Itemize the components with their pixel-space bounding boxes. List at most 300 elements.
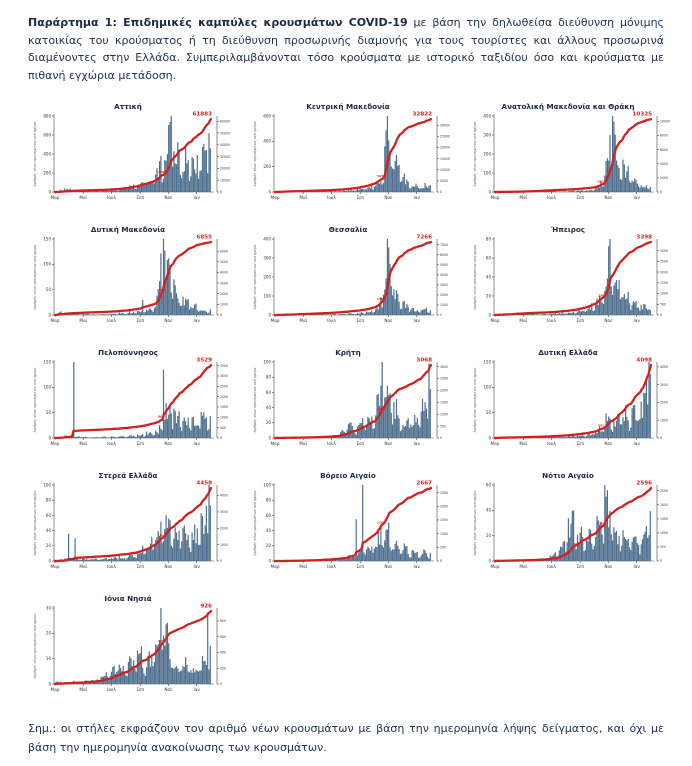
axes xyxy=(494,234,657,315)
x-axis-month-label: Μαϊ xyxy=(519,195,528,201)
x-axis-month-label: Ιουλ xyxy=(547,318,556,324)
cumulative-axis-tick-label: 2000 xyxy=(660,503,668,508)
cumulative-axis-tick-label: 4000 xyxy=(660,162,668,167)
y-axis-tick-label: 0 xyxy=(488,189,491,195)
x-axis-month-label: Ιαν xyxy=(193,195,200,201)
x-axis-month-label: Ιαν xyxy=(193,441,200,447)
cumulative-total-label: 3529 xyxy=(196,357,212,364)
cumulative-axis-tick-label: 0 xyxy=(220,559,222,564)
x-axis-month-label: Μαρ xyxy=(490,318,500,324)
curve-mid-annotation: 1287 xyxy=(376,520,386,525)
curve-mid-annotation: 1207 xyxy=(596,521,606,526)
curve-mid-annotation: 862 xyxy=(157,415,165,420)
epidemic-curve-chart-dytiki-makedonia xyxy=(28,223,240,335)
x-axis-month-label: Νοε xyxy=(384,318,393,324)
x-axis-month-label: Μαρ xyxy=(50,564,60,570)
chart-cell-thessalia xyxy=(248,223,460,335)
chart-cell-ipeiros xyxy=(468,223,680,335)
y-axis-tick-label: 400 xyxy=(263,139,271,145)
x-axis-month-label: Μαρ xyxy=(270,441,280,447)
cumulative-axis-tick-label: 40000 xyxy=(220,143,230,148)
cumulative-cases-curve xyxy=(495,242,651,315)
chart-cell-dytiki-makedonia xyxy=(28,223,240,335)
y-axis-tick-label: 200 xyxy=(483,151,491,157)
x-axis-month-label: Μαρ xyxy=(50,195,60,201)
cumulative-axis-tick-label: 3000 xyxy=(440,283,448,288)
y-axis-tick-label: 60 xyxy=(485,482,491,488)
cumulative-axis-tick-label: 1000 xyxy=(660,418,668,423)
chart-title: Κεντρική Μακεδονία xyxy=(306,102,390,112)
y-axis-tick-label: 400 xyxy=(483,113,491,119)
chart-cell-kriti xyxy=(248,346,460,458)
y-axis-tick-label: 100 xyxy=(43,262,51,268)
x-axis-month-label: Σεπ xyxy=(136,318,144,324)
x-axis-month-label: Μαρ xyxy=(270,318,280,324)
cumulative-axis-tick-label: 1500 xyxy=(440,400,448,405)
daily-cases-bars xyxy=(499,116,651,192)
x-axis-month-label: Νοε xyxy=(604,195,613,201)
epidemic-curve-chart-ionia-nisia xyxy=(28,592,240,704)
x-axis-month-label: Μαρ xyxy=(270,195,280,201)
cumulative-axis-tick-label: 8000 xyxy=(660,134,668,139)
y-axis-tick-label: 60 xyxy=(265,390,271,396)
cumulative-axis-tick-label: 20000 xyxy=(220,166,230,171)
chart-title: Ήπειρος xyxy=(550,225,586,235)
cumulative-axis-tick-label: 5000 xyxy=(440,179,448,184)
daily-cases-bars xyxy=(495,362,651,438)
chart-cell-attiki xyxy=(28,100,240,212)
x-axis-month-label: Ιαν xyxy=(633,318,640,324)
cumulative-axis-tick-label: 6000 xyxy=(440,253,448,258)
cumulative-axis-tick-label: 2000 xyxy=(440,389,448,394)
cumulative-axis-tick-label: 3500 xyxy=(220,364,228,369)
cumulative-axis-tick-label: 1000 xyxy=(440,412,448,417)
y-axis-tick-label: 40 xyxy=(265,405,271,411)
cumulative-axis-tick-label: 6000 xyxy=(220,249,228,254)
x-axis-month-label: Σεπ xyxy=(136,441,144,447)
y-axis-tick-label: 100 xyxy=(263,482,271,488)
epidemic-curve-chart-attiki xyxy=(28,100,240,212)
y-axis-tick-label: 300 xyxy=(263,255,271,261)
cumulative-axis-tick-label: 20000 xyxy=(440,146,450,151)
x-axis-month-label: Μαϊ xyxy=(79,564,88,570)
y-axis-tick-label: 0 xyxy=(268,435,271,441)
cumulative-axis-tick-label: 2500 xyxy=(440,491,448,496)
cumulative-axis-tick-label: 2500 xyxy=(660,489,668,494)
y-axis-tick-label: 0 xyxy=(48,681,51,687)
y-axis-tick-label: 10 xyxy=(45,656,51,662)
x-axis-month-label: Ιαν xyxy=(413,318,420,324)
cumulative-axis-tick-label: 2500 xyxy=(440,377,448,382)
cumulative-axis-tick-label: 0 xyxy=(440,313,442,318)
curve-mid-annotation: 2041 xyxy=(156,288,166,293)
epidemic-curve-chart-sterea-ellada xyxy=(28,469,240,581)
cumulative-axis-tick-label: 500 xyxy=(220,426,226,431)
chart-cell-dytiki-ellada xyxy=(468,346,680,458)
epidemic-curve-chart-kentriki-makedonia xyxy=(248,100,460,212)
x-axis-month-label: Ιαν xyxy=(633,195,640,201)
x-axis-month-label: Μαρ xyxy=(270,564,280,570)
y-axis-tick-label: 80 xyxy=(265,497,271,503)
y-axis-tick-label: 100 xyxy=(263,293,271,299)
epidemic-curve-chart-peloponnisos xyxy=(28,346,240,458)
x-axis-month-label: Σεπ xyxy=(576,195,584,201)
x-axis-month-label: Ιουλ xyxy=(547,441,556,447)
y-axis-title: Αριθμός νέων κρουσμάτων ανά ημέρα xyxy=(473,367,477,433)
x-axis-month-label: Νοε xyxy=(604,441,613,447)
x-axis-month-label: Μαρ xyxy=(50,687,60,693)
cumulative-total-label: 926 xyxy=(200,603,212,610)
cumulative-axis-tick-label: 1000 xyxy=(220,543,228,548)
x-axis-month-label: Μαϊ xyxy=(299,318,308,324)
y-axis-tick-label: 200 xyxy=(43,170,51,176)
appendix-description: με βάση την δηλωθείσα διεύθυνση μόνιμης κατοικίας του κρούσματος ή τη διεύθυνση προσωρινής διαμονής για τους τουρίστες και άλλους προσωρινά διαμένοντες στην Ελλάδα. Συμπεριλαμβάνονται τόσο κρούσματα με ιστορικό ταξιδίου όσο και κρούσματα με πιθανή εγχώρια μετάδοση. xyxy=(28,16,664,82)
axes xyxy=(54,234,217,315)
x-axis-month-label: Σεπ xyxy=(356,441,364,447)
x-axis-month-label: Ιαν xyxy=(193,687,200,693)
cumulative-axis-tick-label: 3000 xyxy=(220,281,228,286)
cumulative-total-label: 4458 xyxy=(196,480,212,487)
x-axis-month-label: Ιουλ xyxy=(547,564,556,570)
x-axis-month-label: Σεπ xyxy=(356,564,364,570)
y-axis-tick-label: 80 xyxy=(45,497,51,503)
cumulative-axis-tick-label: 4000 xyxy=(440,273,448,278)
cumulative-axis-tick-label: 1000 xyxy=(660,531,668,536)
cumulative-total-label: 61883 xyxy=(192,111,212,118)
chart-title: Θεσσαλία xyxy=(328,225,368,235)
cumulative-total-label: 6855 xyxy=(196,234,212,241)
y-axis-tick-label: 0 xyxy=(48,435,51,441)
cumulative-axis-tick-label: 4000 xyxy=(220,494,228,499)
x-axis-month-label: Σεπ xyxy=(576,564,584,570)
axes xyxy=(54,603,217,684)
x-axis-month-label: Μαρ xyxy=(490,441,500,447)
y-axis-title: Αριθμός νέων κρουσμάτων ανά ημέρα xyxy=(33,490,37,556)
cumulative-axis-tick-label: 1000 xyxy=(220,415,228,420)
appendix-title: Παράρτημα 1: Επιδημικές καμπύλες κρουσμάτων COVID-19 xyxy=(28,16,408,29)
y-axis-tick-label: 80 xyxy=(265,374,271,380)
y-axis-tick-label: 100 xyxy=(483,170,491,176)
x-axis-month-label: Ιουλ xyxy=(107,441,116,447)
chart-title: Βόρειο Αιγαίο xyxy=(320,471,376,481)
chart-cell-anatoliki-makedonia-thraki xyxy=(468,100,680,212)
cumulative-axis-tick-label: 5000 xyxy=(440,263,448,268)
chart-cell-kentriki-makedonia xyxy=(248,100,460,212)
x-axis-month-label: Μαϊ xyxy=(79,441,88,447)
cumulative-axis-tick-label: 2000 xyxy=(660,400,668,405)
cumulative-total-label: 7266 xyxy=(416,234,432,241)
y-axis-tick-label: 200 xyxy=(263,164,271,170)
y-axis-tick-label: 40 xyxy=(265,528,271,534)
cumulative-axis-tick-label: 1000 xyxy=(220,302,228,307)
x-axis-month-label: Ιαν xyxy=(193,318,200,324)
cumulative-axis-tick-label: 3000 xyxy=(660,249,668,254)
y-axis-title: Αριθμός νέων κρουσμάτων ανά ημέρα xyxy=(253,244,257,310)
cumulative-total-label: 10325 xyxy=(632,111,652,118)
y-axis-title: Αριθμός νέων κρουσμάτων ανά ημέρα xyxy=(253,367,257,433)
x-axis-month-label: Μαϊ xyxy=(299,564,308,570)
chart-cell-voreio-aigaio xyxy=(248,469,460,581)
cumulative-axis-tick-label: 0 xyxy=(440,559,442,564)
curve-mid-annotation: 1268 xyxy=(376,297,386,302)
y-axis-tick-label: 400 xyxy=(263,236,271,242)
epidemic-curve-chart-thessalia xyxy=(248,223,460,335)
x-axis-month-label: Ιουλ xyxy=(327,195,336,201)
x-axis-month-label: Μαϊ xyxy=(79,318,88,324)
y-axis-title: Αριθμός νέων κρουσμάτων ανά ημέρα xyxy=(253,490,257,556)
cumulative-cases-curve xyxy=(495,119,651,192)
cumulative-axis-tick-label: 600 xyxy=(220,635,226,640)
cumulative-axis-tick-label: 2000 xyxy=(220,526,228,531)
y-axis-tick-label: 60 xyxy=(485,255,491,261)
cumulative-total-label: 32822 xyxy=(412,111,432,118)
x-axis-month-label: Νοε xyxy=(164,564,173,570)
y-axis-tick-label: 300 xyxy=(483,132,491,138)
chart-title: Πελοπόννησος xyxy=(98,348,158,358)
cumulative-axis-tick-label: 0 xyxy=(660,190,662,195)
y-axis-tick-label: 100 xyxy=(43,385,51,391)
cumulative-axis-tick-label: 3000 xyxy=(660,383,668,388)
daily-cases-bars xyxy=(495,239,651,315)
footnote: Σημ.: οι στήλες εκφράζουν τον αριθμό νέων κρουσμάτων με βάση την ημερομηνία λήψης δείγματος, και όχι με βάση την ημερομηνία ανακοίνωσης των κρουσμάτων. xyxy=(28,722,664,754)
chart-cell-sterea-ellada xyxy=(28,469,240,581)
daily-cases-bars xyxy=(275,362,431,438)
x-axis-month-label: Μαρ xyxy=(50,318,60,324)
cumulative-axis-tick-label: 7000 xyxy=(440,243,448,248)
x-axis-month-label: Σεπ xyxy=(576,441,584,447)
cumulative-axis-tick-label: 0 xyxy=(220,682,222,687)
cumulative-cases-curve xyxy=(275,242,431,315)
cumulative-axis-tick-label: 3000 xyxy=(220,374,228,379)
x-axis-month-label: Νοε xyxy=(164,687,173,693)
cumulative-axis-tick-label: 6000 xyxy=(660,148,668,153)
curve-mid-annotation: 1356 xyxy=(156,533,166,538)
x-axis-month-label: Σεπ xyxy=(136,564,144,570)
cumulative-axis-tick-label: 2000 xyxy=(440,504,448,509)
x-axis-month-label: Ιουλ xyxy=(107,687,116,693)
cumulative-total-label: 3398 xyxy=(636,234,652,241)
x-axis-month-label: Ιαν xyxy=(633,564,640,570)
y-axis-tick-label: 30 xyxy=(45,605,51,611)
cumulative-axis-tick-label: 2000 xyxy=(220,395,228,400)
y-axis-tick-label: 20 xyxy=(265,543,271,549)
cumulative-axis-tick-label: 1000 xyxy=(660,292,668,297)
x-axis-month-label: Μαϊ xyxy=(79,687,88,693)
axes xyxy=(274,480,437,561)
x-axis-month-label: Νοε xyxy=(164,441,173,447)
daily-cases-bars xyxy=(55,485,211,561)
chart-title: Αττική xyxy=(114,102,142,112)
cumulative-axis-tick-label: 800 xyxy=(220,619,226,624)
cumulative-axis-tick-label: 1500 xyxy=(660,281,668,286)
cumulative-total-label: 4098 xyxy=(636,357,652,364)
x-axis-month-label: Ιαν xyxy=(193,564,200,570)
cumulative-axis-tick-label: 15000 xyxy=(440,157,450,162)
x-axis-month-label: Μαϊ xyxy=(79,195,88,201)
x-axis-month-label: Σεπ xyxy=(136,687,144,693)
cumulative-axis-tick-label: 2000 xyxy=(660,270,668,275)
x-axis-month-label: Ιαν xyxy=(633,441,640,447)
cumulative-axis-tick-label: 3000 xyxy=(440,365,448,370)
y-axis-tick-label: 50 xyxy=(485,410,491,416)
cumulative-axis-tick-label: 500 xyxy=(660,302,666,307)
y-axis-tick-label: 40 xyxy=(485,508,491,514)
y-axis-title: Αριθμός νέων κρουσμάτων ανά ημέρα xyxy=(253,121,257,187)
x-axis-month-label: Μαϊ xyxy=(299,195,308,201)
y-axis-title: Αριθμός νέων κρουσμάτων ανά ημέρα xyxy=(33,367,37,433)
y-axis-tick-label: 80 xyxy=(485,236,491,242)
y-axis-tick-label: 100 xyxy=(483,385,491,391)
x-axis-month-label: Ιουλ xyxy=(107,318,116,324)
cumulative-cases-curve xyxy=(495,365,651,438)
x-axis-month-label: Ιουλ xyxy=(107,195,116,201)
x-axis-month-label: Μαϊ xyxy=(299,441,308,447)
x-axis-month-label: Μαρ xyxy=(490,564,500,570)
x-axis-month-label: Μαϊ xyxy=(519,564,528,570)
appendix-heading-paragraph xyxy=(28,14,664,84)
y-axis-tick-label: 20 xyxy=(485,293,491,299)
y-axis-tick-label: 20 xyxy=(485,533,491,539)
cumulative-axis-tick-label: 2000 xyxy=(220,292,228,297)
epidemic-curve-chart-dytiki-ellada xyxy=(468,346,680,458)
y-axis-tick-label: 0 xyxy=(48,189,51,195)
y-axis-tick-label: 150 xyxy=(43,359,51,365)
y-axis-title: Αριθμός νέων κρουσμάτων ανά ημέρα xyxy=(33,244,37,310)
x-axis-month-label: Νοε xyxy=(164,195,173,201)
y-axis-tick-label: 0 xyxy=(488,558,491,564)
curve-mid-annotation: 756 xyxy=(597,293,605,298)
y-axis-tick-label: 600 xyxy=(43,132,51,138)
curve-mid-annotation: 501 xyxy=(597,423,605,428)
cumulative-axis-tick-label: 1500 xyxy=(440,518,448,523)
cumulative-axis-tick-label: 400 xyxy=(220,651,226,656)
y-axis-tick-label: 40 xyxy=(45,528,51,534)
y-axis-tick-label: 50 xyxy=(45,410,51,416)
axes xyxy=(494,111,657,192)
chart-cell-ionia-nisia xyxy=(28,592,240,704)
cumulative-axis-tick-label: 0 xyxy=(220,436,222,441)
cumulative-axis-tick-label: 0 xyxy=(660,559,662,564)
cumulative-axis-tick-label: 10000 xyxy=(220,178,230,183)
x-axis-month-label: Ιαν xyxy=(413,441,420,447)
x-axis-month-label: Ιουλ xyxy=(327,318,336,324)
daily-cases-bars xyxy=(285,485,430,561)
x-axis-month-label: Νοε xyxy=(384,441,393,447)
cumulative-axis-tick-label: 1500 xyxy=(660,517,668,522)
cumulative-axis-tick-label: 200 xyxy=(220,666,226,671)
cumulative-axis-tick-label: 4000 xyxy=(220,271,228,276)
cumulative-axis-tick-label: 0 xyxy=(440,190,442,195)
curve-mid-annotation: 499 xyxy=(157,639,165,644)
y-axis-tick-label: 400 xyxy=(43,151,51,157)
chart-cell-peloponnisos xyxy=(28,346,240,458)
x-axis-month-label: Ιουλ xyxy=(107,564,116,570)
epidemic-curve-chart-ipeiros xyxy=(468,223,680,335)
curve-mid-annotation: 1079 xyxy=(376,407,386,412)
x-axis-month-label: Νοε xyxy=(164,318,173,324)
y-axis-title: Αριθμός νέων κρουσμάτων ανά ημέρα xyxy=(473,244,477,310)
y-axis-tick-label: 20 xyxy=(45,631,51,637)
x-axis-month-label: Μαρ xyxy=(50,441,60,447)
cumulative-total-label: 3068 xyxy=(416,357,432,364)
cumulative-axis-tick-label: 2000 xyxy=(660,176,668,181)
x-axis-month-label: Ιουλ xyxy=(547,195,556,201)
cumulative-axis-tick-label: 3000 xyxy=(220,510,228,515)
cumulative-axis-tick-label: 2000 xyxy=(440,293,448,298)
cumulative-axis-tick-label: 0 xyxy=(220,190,222,195)
y-axis-tick-label: 60 xyxy=(45,513,51,519)
cumulative-axis-tick-label: 4000 xyxy=(660,365,668,370)
y-axis-tick-label: 20 xyxy=(265,420,271,426)
y-axis-title: Αριθμός νέων κρουσμάτων ανά ημέρα xyxy=(33,613,37,679)
epidemic-curve-chart-notio-aigaio xyxy=(468,469,680,581)
curve-mid-annotation: 5635 xyxy=(376,174,386,179)
daily-cases-bars xyxy=(495,485,651,561)
x-axis-month-label: Ιουλ xyxy=(327,441,336,447)
y-axis-tick-label: 0 xyxy=(268,312,271,318)
cumulative-axis-tick-label: 0 xyxy=(660,436,662,441)
x-axis-month-label: Μαρ xyxy=(490,195,500,201)
cumulative-total-label: 2667 xyxy=(416,480,432,487)
y-axis-tick-label: 0 xyxy=(488,435,491,441)
cumulative-cases-curve xyxy=(275,119,431,192)
y-axis-tick-label: 0 xyxy=(488,312,491,318)
cumulative-axis-tick-label: 10000 xyxy=(660,119,670,124)
y-axis-tick-label: 800 xyxy=(43,113,51,119)
cumulative-axis-tick-label: 10000 xyxy=(440,168,450,173)
x-axis-month-label: Νοε xyxy=(604,318,613,324)
y-axis-tick-label: 50 xyxy=(45,287,51,293)
x-axis-month-label: Σεπ xyxy=(356,195,364,201)
cumulative-axis-tick-label: 30000 xyxy=(440,123,450,128)
x-axis-month-label: Μαϊ xyxy=(519,441,528,447)
x-axis-month-label: Ιουλ xyxy=(327,564,336,570)
cumulative-axis-tick-label: 50000 xyxy=(220,131,230,136)
chart-title: Στερεά Ελλάδα xyxy=(98,471,158,481)
axes xyxy=(274,357,437,438)
y-axis-tick-label: 0 xyxy=(268,558,271,564)
y-axis-tick-label: 0 xyxy=(48,558,51,564)
y-axis-tick-label: 150 xyxy=(483,359,491,365)
cumulative-axis-tick-label: 30000 xyxy=(220,155,230,160)
cumulative-axis-tick-label: 0 xyxy=(660,313,662,318)
cumulative-axis-tick-label: 500 xyxy=(440,545,446,550)
y-axis-title: Αριθμός νέων κρουσμάτων ανά ημέρα xyxy=(33,121,37,187)
y-axis-tick-label: 0 xyxy=(268,189,271,195)
curve-mid-annotation: 1022 xyxy=(596,179,606,184)
x-axis-month-label: Ιαν xyxy=(413,195,420,201)
epidemic-curves-grid xyxy=(28,100,670,704)
y-axis-tick-label: 200 xyxy=(263,274,271,280)
x-axis-month-label: Σεπ xyxy=(136,195,144,201)
chart-title: Δυτική Ελλάδα xyxy=(538,348,598,358)
cumulative-axis-tick-label: 2500 xyxy=(220,384,228,389)
daily-cases-bars xyxy=(55,608,211,684)
cumulative-axis-tick-label: 1000 xyxy=(440,532,448,537)
y-axis-tick-label: 20 xyxy=(45,543,51,549)
epidemic-curve-chart-anatoliki-makedonia-thraki xyxy=(468,100,680,212)
y-axis-tick-label: 60 xyxy=(265,513,271,519)
y-axis-tick-label: 40 xyxy=(485,274,491,280)
cumulative-total-label: 2596 xyxy=(636,480,652,487)
cumulative-axis-tick-label: 60000 xyxy=(220,119,230,124)
x-axis-month-label: Νοε xyxy=(384,195,393,201)
cumulative-axis-tick-label: 1000 xyxy=(440,303,448,308)
curve-mid-annotation: 13895 xyxy=(155,170,167,175)
chart-title: Κρήτη xyxy=(335,348,361,358)
cumulative-axis-tick-label: 5000 xyxy=(220,260,228,265)
chart-title: Ανατολική Μακεδονία και Θράκη xyxy=(501,102,635,112)
